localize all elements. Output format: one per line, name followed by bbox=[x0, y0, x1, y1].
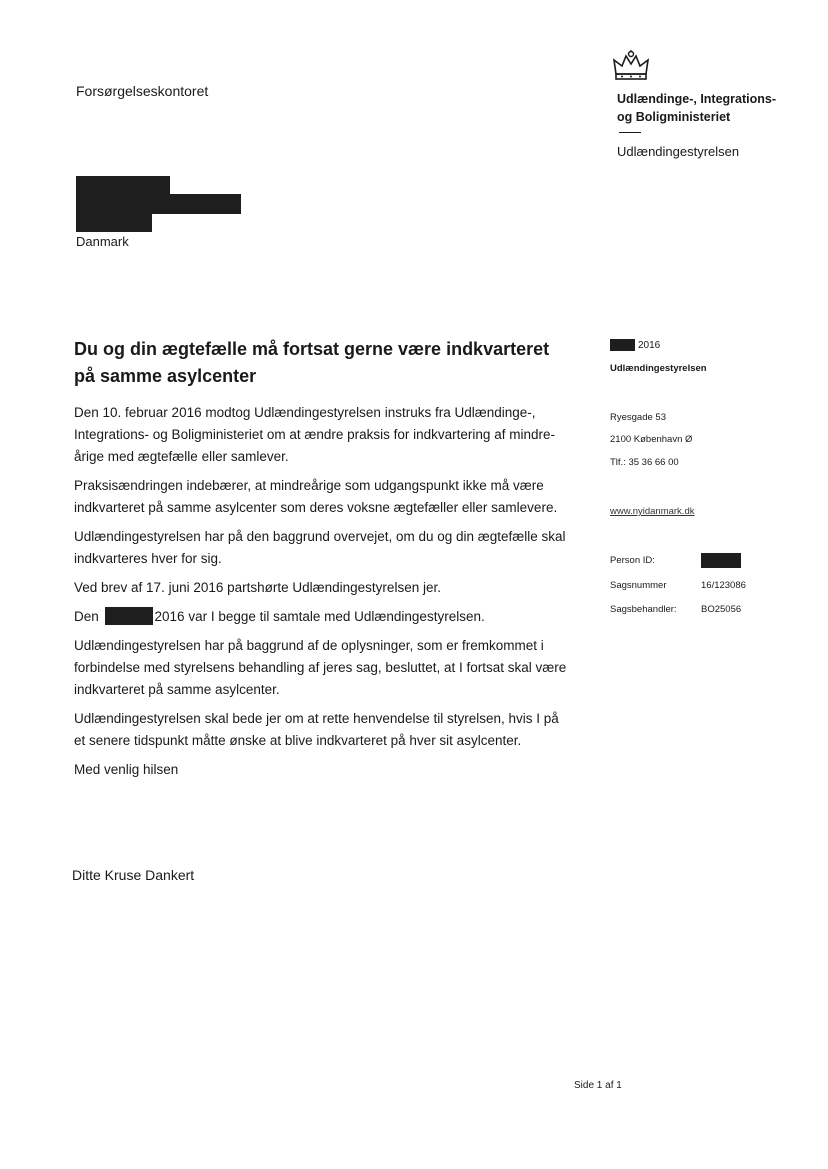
body-line: årige med ægtefælle eller samlever. bbox=[74, 449, 289, 464]
body-line: indkvarteret på samme asylcenter. bbox=[74, 682, 280, 697]
body-paragraph bbox=[74, 577, 589, 599]
ministry-name bbox=[617, 90, 776, 126]
date-redaction bbox=[610, 339, 635, 351]
body-paragraph bbox=[74, 635, 589, 701]
page-number: Side 1 af 1 bbox=[574, 1080, 622, 1091]
letter-body bbox=[74, 402, 589, 788]
case-number-value: 16/123086 bbox=[701, 580, 746, 591]
letter-date bbox=[610, 339, 660, 351]
sidebar-website-link[interactable]: www.nyidanmark.dk bbox=[610, 506, 695, 517]
case-number-label: Sagsnummer bbox=[610, 580, 667, 591]
meeting-paragraph bbox=[74, 606, 589, 628]
sidebar-address-street: Ryesgade 53 bbox=[610, 412, 666, 423]
signature-name: Ditte Kruse Dankert bbox=[72, 867, 195, 883]
agency-name: Udlændingestyrelsen bbox=[617, 144, 740, 159]
body-paragraph bbox=[74, 759, 589, 781]
recipient-country: Danmark bbox=[76, 234, 129, 249]
ministry-line-2: og Boligministeriet bbox=[617, 110, 731, 124]
date-year: 2016 bbox=[638, 339, 661, 351]
person-id-redaction bbox=[701, 553, 741, 568]
person-id-label: Person ID: bbox=[610, 555, 655, 566]
meeting-suffix: 2016 var I begge til samtale med Udlændingestyrelsen. bbox=[154, 609, 485, 624]
sender-office: Forsørgelseskontoret bbox=[76, 83, 209, 99]
recipient-city-redaction bbox=[76, 214, 152, 232]
body-line: Udlændingestyrelsen har på den baggrund overvejet, om du og din ægtefælle skal bbox=[74, 529, 566, 544]
body-line: Integrations- og Boligministeriet om at ændre praksis for indkvartering af mindre- bbox=[74, 427, 555, 442]
body-line: forbindelse med styrelsens behandling af jeres sag, besluttet, at I fortsat skal være bbox=[74, 660, 567, 675]
body-line: indkvarteres hver for sig. bbox=[74, 551, 222, 566]
ministry-divider bbox=[619, 132, 641, 133]
body-paragraph bbox=[74, 708, 589, 752]
body-paragraph bbox=[74, 475, 589, 519]
recipient-name-redaction bbox=[76, 176, 170, 194]
body-line: Praksisændringen indebærer, at mindreårige som udgangspunkt ikke må være bbox=[74, 478, 544, 493]
sidebar-phone: Tlf.: 35 36 66 00 bbox=[610, 457, 679, 468]
meeting-prefix: Den bbox=[74, 609, 99, 624]
crown-logo-icon bbox=[612, 50, 650, 82]
ministry-line-1: Udlændinge-, Integrations- bbox=[617, 92, 777, 106]
body-line: Den 10. februar 2016 modtog Udlændingestyrelsen instruks fra Udlændinge-, bbox=[74, 405, 536, 420]
body-line: Med venlig hilsen bbox=[74, 762, 179, 777]
body-paragraph bbox=[74, 402, 589, 468]
case-handler-value: BO25056 bbox=[701, 604, 742, 615]
body-paragraph bbox=[74, 526, 589, 570]
sidebar-address-city: 2100 København Ø bbox=[610, 434, 693, 445]
body-line: indkvarteret på samme asylcenter som deres voksne ægtefæller eller samlevere. bbox=[74, 500, 558, 515]
case-handler-label: Sagsbehandler: bbox=[610, 604, 677, 615]
letter-headline: Du og din ægtefælle må fortsat gerne være indkvarteret på samme asylcenter bbox=[74, 339, 550, 386]
body-line: Udlændingestyrelsen skal bede jer om at rette henvendelse til styrelsen, hvis I på bbox=[74, 711, 559, 726]
body-line: et senere tidspunkt måtte ønske at blive indkvarteret på hver sit asylcenter. bbox=[74, 733, 522, 748]
body-line: Ved brev af 17. juni 2016 partshørte Udlændingestyrelsen jer. bbox=[74, 580, 441, 595]
meeting-date-redaction bbox=[105, 607, 153, 625]
body-line: Udlændingestyrelsen har på baggrund af de oplysninger, som er fremkommet i bbox=[74, 638, 544, 653]
recipient-street-redaction bbox=[76, 194, 241, 214]
sidebar-agency: Udlændingestyrelsen bbox=[610, 363, 707, 374]
